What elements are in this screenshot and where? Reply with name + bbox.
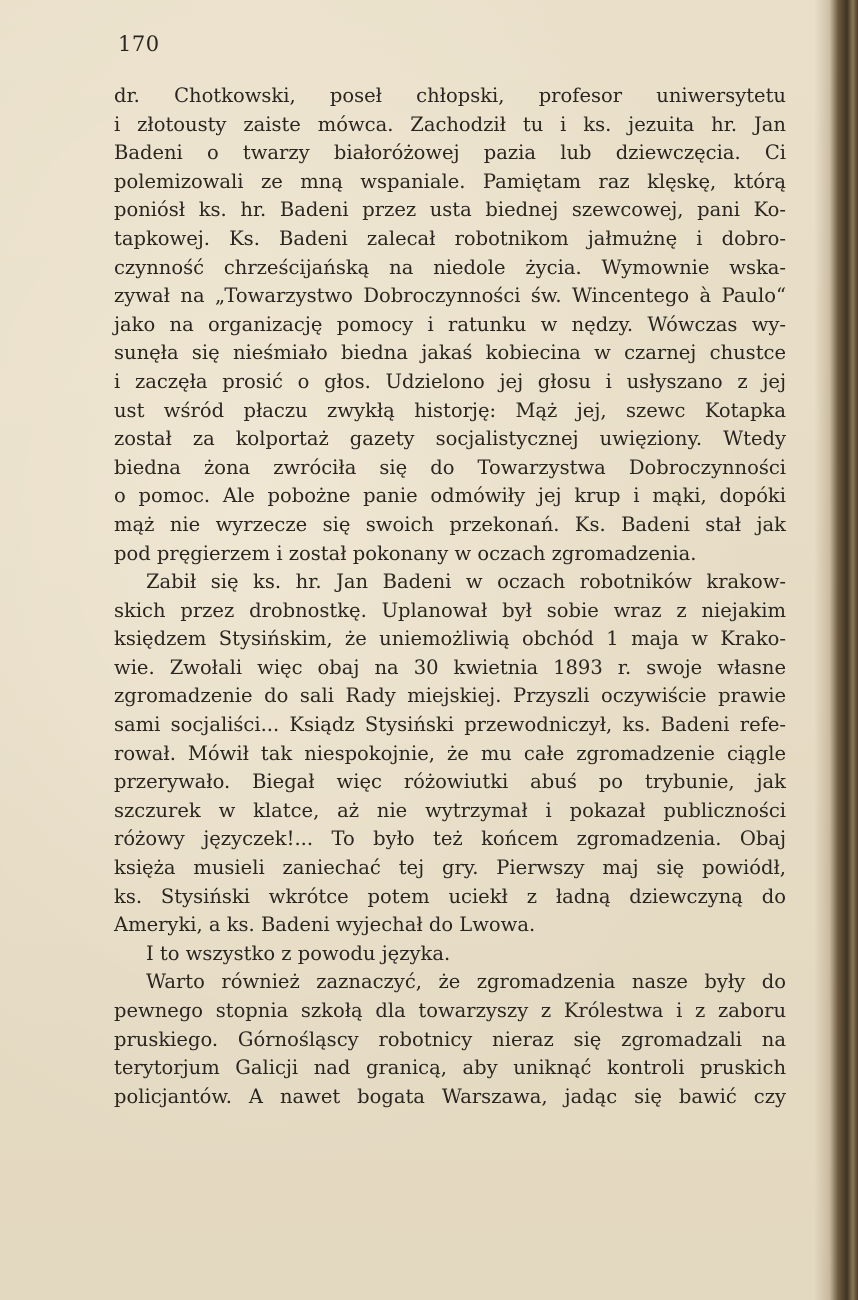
text-line: terytorjum Galicji nad granicą, aby uniknąć kontroli pruskich xyxy=(114,1056,786,1080)
text-line: i zaczęła prosić o głos. Udzielono jej głosu i usłyszano z jej xyxy=(114,369,786,393)
text-line: pewnego stopnia szkołą dla towarzyszy z Królestwa i z zaboru xyxy=(114,999,786,1022)
text-line: sami socjaliści... Ksiądz Stysiński przewodniczył, ks. Badeni refe- xyxy=(114,713,786,737)
body-text xyxy=(114,82,786,1111)
text-line: wie. Zwołali więc obaj na 30 kwietnia 1893 r. swoje własne xyxy=(114,655,786,679)
text-line: policjantów. A nawet bogata Warszawa, jadąc się bawić czy xyxy=(114,1084,786,1108)
text-line: i złotousty zaiste mówca. Zachodził tu i ks. jezuita hr. Jan xyxy=(114,112,786,136)
text-line: I to wszystko z powodu języka. xyxy=(146,941,451,965)
text-line: różowy języczek!... To było też końcem zgromadzenia. Obaj xyxy=(114,827,786,851)
text-line: poniósł ks. hr. Badeni przez usta biednej szewcowej, pani Ko- xyxy=(114,198,786,222)
text-line: ust wśród płaczu zwykłą historję: Mąż jej, szewc Kotapka xyxy=(114,398,786,422)
page-number: 170 xyxy=(118,32,160,56)
text-line: skich przez drobnostkę. Uplanował był sobie wraz z niejakim xyxy=(114,598,786,622)
text-line: przerywało. Biegał więc różowiutki abuś po trybunie, jak xyxy=(114,770,786,794)
text-line: tapkowej. Ks. Badeni zalecał robotnikom jałmużnę i dobro- xyxy=(114,226,786,250)
text-line: polemizowali ze mną wspaniale. Pamiętam raz klęskę, którą xyxy=(114,169,786,193)
text-line: dr. Chotkowski, poseł chłopski, profesor uniwersytetu xyxy=(114,84,786,107)
text-line: rował. Mówił tak niespokojnie, że mu całe zgromadzenie ciągle xyxy=(114,741,786,765)
text-line: sunęła się nieśmiało biedna jakaś kobiecina w czarnej chustce xyxy=(114,341,786,365)
text-line: pruskiego. Górnośląscy robotnicy nieraz się zgromadzali na xyxy=(114,1027,786,1051)
text-line: szczurek w klatce, aż nie wytrzymał i pokazał publiczności xyxy=(114,798,786,822)
text-line: Warto również zaznaczyć, że zgromadzenia nasze były do xyxy=(146,970,786,994)
text-line: Zabił się ks. hr. Jan Badeni w oczach robotników krakow- xyxy=(146,570,786,594)
book-spine-edge xyxy=(814,0,858,1300)
text-line: pod pręgierzem i został pokonany w oczach zgromadzenia. xyxy=(114,541,697,565)
text-line: jako na organizację pomocy i ratunku w nędzy. Wówczas wy- xyxy=(114,312,786,336)
text-line: ks. Stysiński wkrótce potem uciekł z ładną dziewczyną do xyxy=(114,884,786,908)
text-line: Badeni o twarzy białoróżowej pazia lub dziewczęcia. Ci xyxy=(114,141,786,165)
text-line: o pomoc. Ale pobożne panie odmówiły jej krup i mąki, dopóki xyxy=(114,484,786,508)
text-line: biedna żona zwróciła się do Towarzystwa Dobroczynności xyxy=(114,455,786,479)
text-line: mąż nie wyrzecze się swoich przekonań. Ks. Badeni stał jak xyxy=(114,512,786,536)
text-line: księża musieli zaniechać tej gry. Pierwszy maj się powiódł, xyxy=(114,856,786,880)
text-line: księdzem Stysińskim, że uniemożliwią obchód 1 maja w Krako- xyxy=(114,627,786,651)
text-line: zgromadzenie do sali Rady miejskiej. Przyszli oczywiście prawie xyxy=(114,684,786,708)
text-line: zywał na „Towarzystwo Dobroczynności św. Wincentego à Paulo“ xyxy=(114,284,786,308)
text-line: Ameryki, a ks. Badeni wyjechał do Lwowa. xyxy=(114,913,536,937)
text-line: czynność chrześcijańską na niedole życia. Wymownie wska- xyxy=(114,255,786,279)
text-line: został za kolportaż gazety socjalistycznej uwięziony. Wtedy xyxy=(114,427,786,451)
